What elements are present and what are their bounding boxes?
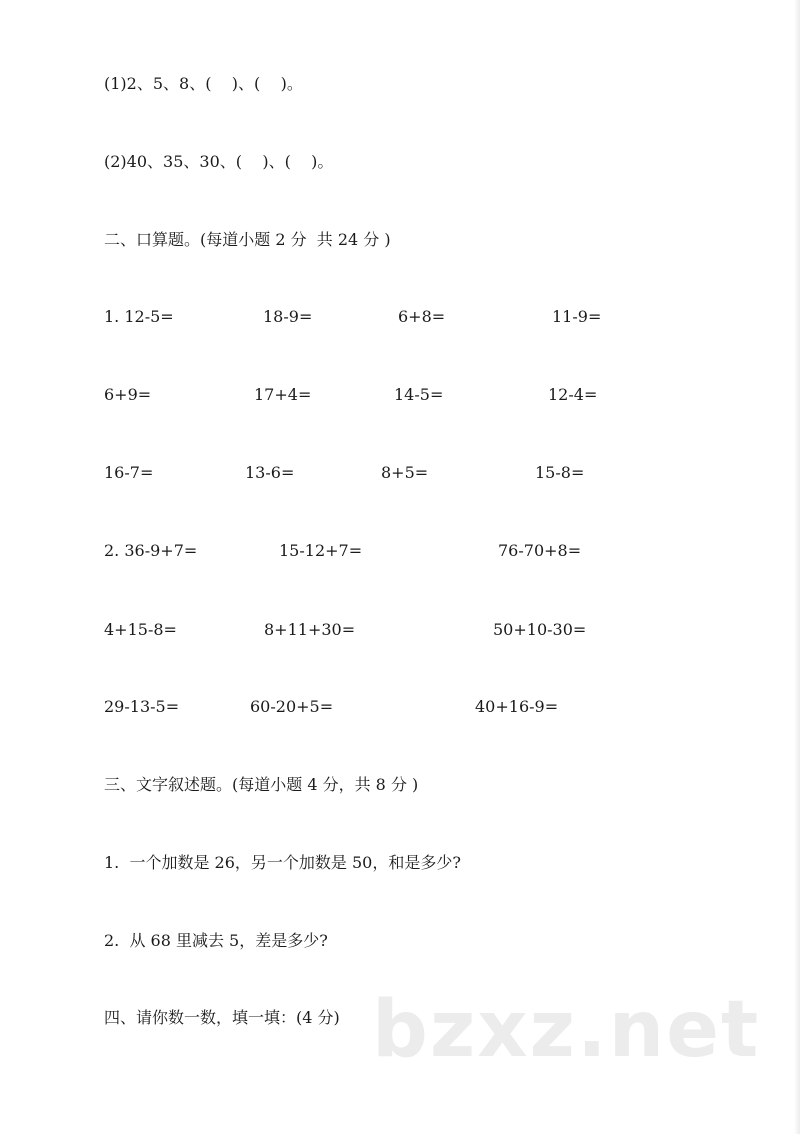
problem: 8+11+30= [264,620,356,639]
problem: 29-13-5= [104,697,180,716]
problem: 15-8= [535,463,585,482]
problem: 14-5= [394,385,444,404]
math-row-3 [0,463,800,483]
math-row-4 [0,541,800,561]
problem: 40+16-9= [475,697,559,716]
math-row-1 [0,307,800,327]
problem: 60-20+5= [250,697,334,716]
math-row-2 [0,385,800,405]
page-edge-shadow [794,0,800,1134]
problem: 16-7= [104,463,154,482]
problem: 17+4= [254,385,312,404]
problem: 50+10-30= [493,620,587,639]
watermark-logo: bzxz.net [372,985,761,1075]
problem: 4+15-8= [104,620,177,639]
problem: 2. 36-9+7= [104,541,198,560]
problem: 12-4= [548,385,598,404]
section-heading-word-problems: 三、文字叙述题。(每道小题 4 分，共 8 分 ) [104,775,419,794]
problem: 6+9= [104,385,152,404]
sequence-item-1: (1)2、5、8、( )、( )。 [104,74,303,93]
problem: 1. 12-5= [104,307,174,326]
section-heading-count: 四、请你数一数，填一填：(4 分) [104,1008,340,1027]
problem: 11-9= [552,307,602,326]
problem: 15-12+7= [279,541,363,560]
section-heading-mental-math: 二、口算题。(每道小题 2 分 共 24 分 ) [104,230,391,249]
math-row-5 [0,620,800,640]
problem: 13-6= [245,463,295,482]
problem: 6+8= [398,307,446,326]
problem: 76-70+8= [498,541,582,560]
word-problem-2: 2. 从 68 里减去 5，差是多少? [104,931,328,950]
sequence-item-2: (2)40、35、30、( )、( )。 [104,152,334,171]
problem: 8+5= [381,463,429,482]
word-problem-1: 1. 一个加数是 26，另一个加数是 50，和是多少? [104,853,461,872]
math-row-6 [0,697,800,717]
problem: 18-9= [263,307,313,326]
